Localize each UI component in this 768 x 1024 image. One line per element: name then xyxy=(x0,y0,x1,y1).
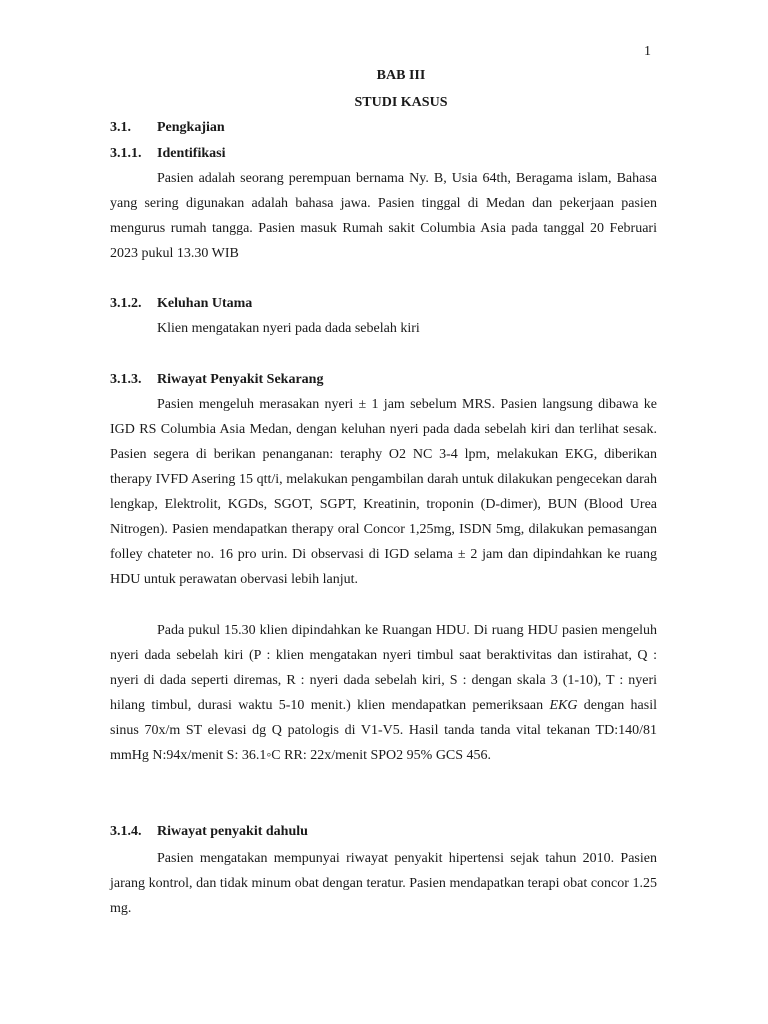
section-title: Pengkajian xyxy=(157,120,225,135)
paragraph-identifikasi: Pasien adalah seorang perempuan bernama Ny. B, Usia 64th, Beragama islam, Bahasa yang sering digunakan adalah bahasa jawa. Pasien tinggal di Medan dan pekerjaan pasien mengurus rumah tangga. Pasien masuk Rumah sakit Columbia Asia pada tanggal 20 Februari 2023 pukul 13.30 WIB xyxy=(110,171,657,261)
section-title: Riwayat penyakit dahulu xyxy=(157,824,308,839)
section-heading-3-1-4 xyxy=(110,824,308,840)
section-heading-3-1-1 xyxy=(110,146,225,162)
section-title: Keluhan Utama xyxy=(157,296,253,311)
chapter-title: STUDI KASUS xyxy=(354,95,448,110)
section-title: Riwayat Penyakit Sekarang xyxy=(157,372,324,387)
paragraph-text: dengan hasil sinus 70x/m ST elevasi dg Q patologis di V1-V5. Hasil tanda tanda vital tekanan TD:140/81 mmHg N:94x/menit S: 36.1◦C RR: 22x/menit SPO2 95% GCS 456. xyxy=(110,698,658,763)
section-number: 3.1.2. xyxy=(110,296,142,311)
paragraph-riwayat-dahulu: Pasien mengatakan mempunyai riwayat penyakit hipertensi sejak tahun 2010. Pasien jarang kontrol, dan tidak minum obat dengan teratur. Pasien mendapatkan terapi obat concor 1.25 mg. xyxy=(110,851,657,916)
page-number: 1 xyxy=(644,44,651,59)
chapter-label: BAB III xyxy=(376,68,426,83)
section-number: 3.1. xyxy=(110,120,131,135)
section-number: 3.1.1. xyxy=(110,146,142,161)
section-heading-3-1 xyxy=(110,120,225,136)
paragraph-riwayat-sekarang-2 xyxy=(110,618,657,768)
section-heading-3-1-3 xyxy=(110,372,323,388)
paragraph-riwayat-sekarang-1: Pasien mengeluh merasakan nyeri ± 1 jam sebelum MRS. Pasien langsung dibawa ke IGD RS Columbia Asia Medan, dengan keluhan nyeri pada dada sebelah kiri dan terlihat sesak. Pasien segera di berikan penanganan: teraphy O2 NC 3-4 lpm, melakukan EKG, diberikan therapy IVFD Asering 15 qtt/i, melakukan pengambilan darah untuk dilakukan pengecekan darah lengkap, Elektrolit, KGDs, SGOT, SGPT, Kreatinin, troponin (D-dimer), BUN (Blood Urea Nitrogen). Pasien mendapatkan therapy oral Concor 1,25mg, ISDN 5mg, dilakukan pemasangan folley chateter no. 16 pro urin. Di observasi di IGD selama ± 2 jam dan dipindahkan ke ruang HDU untuk perawatan obervasi lebih lanjut. xyxy=(110,397,657,587)
section-number: 3.1.3. xyxy=(110,372,142,387)
emphasis-ekg: EKG xyxy=(549,698,578,713)
section-heading-3-1-2 xyxy=(110,296,252,312)
paragraph-keluhan-utama: Klien mengatakan nyeri pada dada sebelah kiri xyxy=(157,321,420,336)
section-number: 3.1.4. xyxy=(110,824,142,839)
paragraph-text: Pada pukul 15.30 klien dipindahkan ke Ruangan HDU. Di ruang HDU pasien mengeluh nyeri dada sebelah kiri (P : klien mengatakan nyeri timbul saat beraktivitas dan istirahat, Q : nyeri di dada seperti diremas, R : nyeri dada sebelah kiri, S : dengan skala 3 (1-10), T : nyeri hilang timbul, durasi waktu 5-10 menit.) klien mendapatkan pemeriksaan xyxy=(110,623,657,713)
section-title: Identifikasi xyxy=(157,146,226,161)
